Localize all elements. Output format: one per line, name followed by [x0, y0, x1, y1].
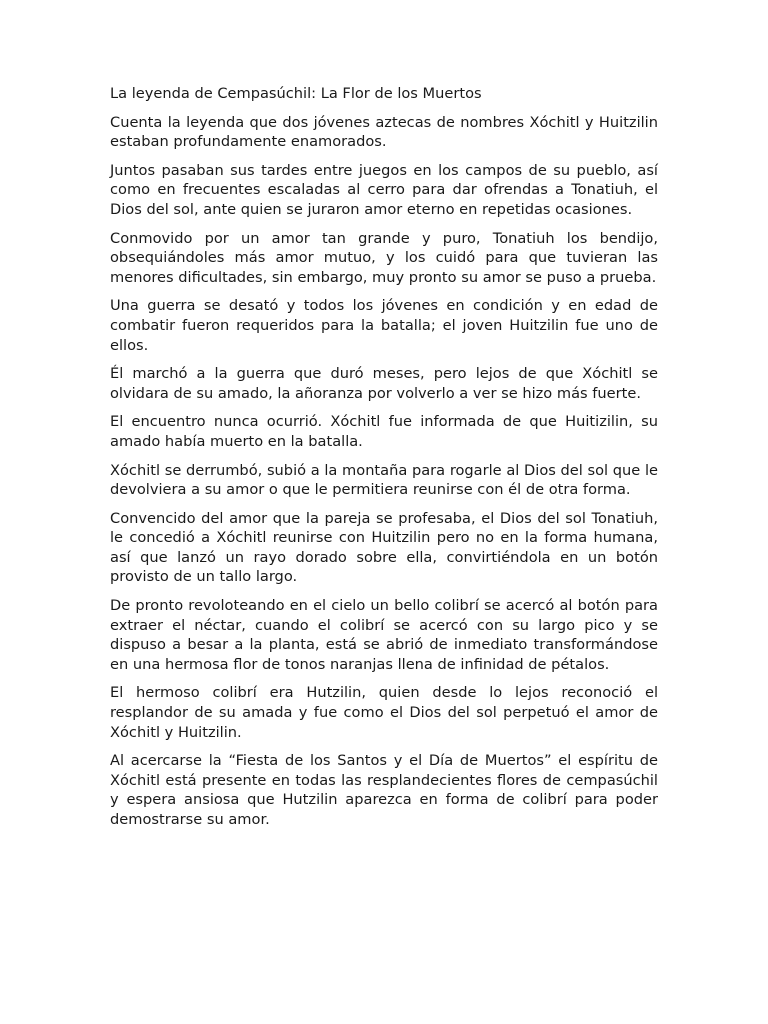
paragraph: Al acercarse la “Fiesta de los Santos y el Día de Muertos” el espíritu de Xóchitl está presente en todas las resplandecientes flores de cempasúchil y espera ansiosa que Hutzilin aparezca en forma de colibrí para poder demostrarse su amor.	[110, 752, 658, 828]
paragraph: Cuenta la leyenda que dos jóvenes aztecas de nombres Xóchitl y Huitzilin estaban profundamente enamorados.	[110, 113, 658, 151]
paragraph: Una guerra se desató y todos los jóvenes en condición y en edad de combatir fueron requeridos para la batalla; el joven Huitzilin fue uno de ellos.	[110, 297, 658, 354]
paragraph: Él marchó a la guerra que duró meses, pero lejos de que Xóchitl se olvidara de su amado, la añoranza por volverlo a ver se hizo más fuerte.	[110, 365, 658, 402]
document-page	[110, 84, 658, 839]
document-title: La leyenda de Cempasúchil: La Flor de los Muertos	[110, 85, 482, 102]
paragraph: Xóchitl se derrumbó, subió a la montaña para rogarle al Dios del sol que le devolviera a su amor o que le permitiera reunirse con él de otra forma.	[110, 461, 658, 499]
paragraph: Convencido del amor que la pareja se profesaba, el Dios del sol Tonatiuh, le concedió a Xóchitl reunirse con Huitzilin pero no en la forma humana, así que lanzó un rayo dorado sobre ella, convirtiéndola en un botón provisto de un tallo largo.	[110, 509, 658, 586]
paragraph: El encuentro nunca ocurrió. Xóchitl fue informada de que Huitizilin, su amado había muerto en la batalla.	[110, 413, 658, 450]
paragraph: Juntos pasaban sus tardes entre juegos en los campos de su pueblo, así como en frecuentes escaladas al cerro para dar ofrendas a Tonatiuh, el Dios del sol, ante quien se juraron amor eterno en repetidas ocasiones.	[110, 161, 658, 218]
paragraph: De pronto revoloteando en el cielo un bello colibrí se acercó al botón para extraer el néctar, cuando el colibrí se acercó con su largo pico y se dispuso a besar a la planta, está se abrió de inmediato transformándose en una hermosa flor de tonos naranjas llena de infinidad de pétalos.	[110, 597, 658, 673]
paragraph: El hermoso colibrí era Hutzilin, quien desde lo lejos reconoció el resplandor de su amada y fue como el Dios del sol perpetuó el amor de Xóchitl y Huitzilin.	[110, 684, 658, 741]
paragraph: Conmovido por un amor tan grande y puro, Tonatiuh los bendijo, obsequiándoles más amor mutuo, y los cuidó para que tuvieran las menores dificultades, sin embargo, muy pronto su amor se puso a prueba.	[110, 229, 658, 286]
